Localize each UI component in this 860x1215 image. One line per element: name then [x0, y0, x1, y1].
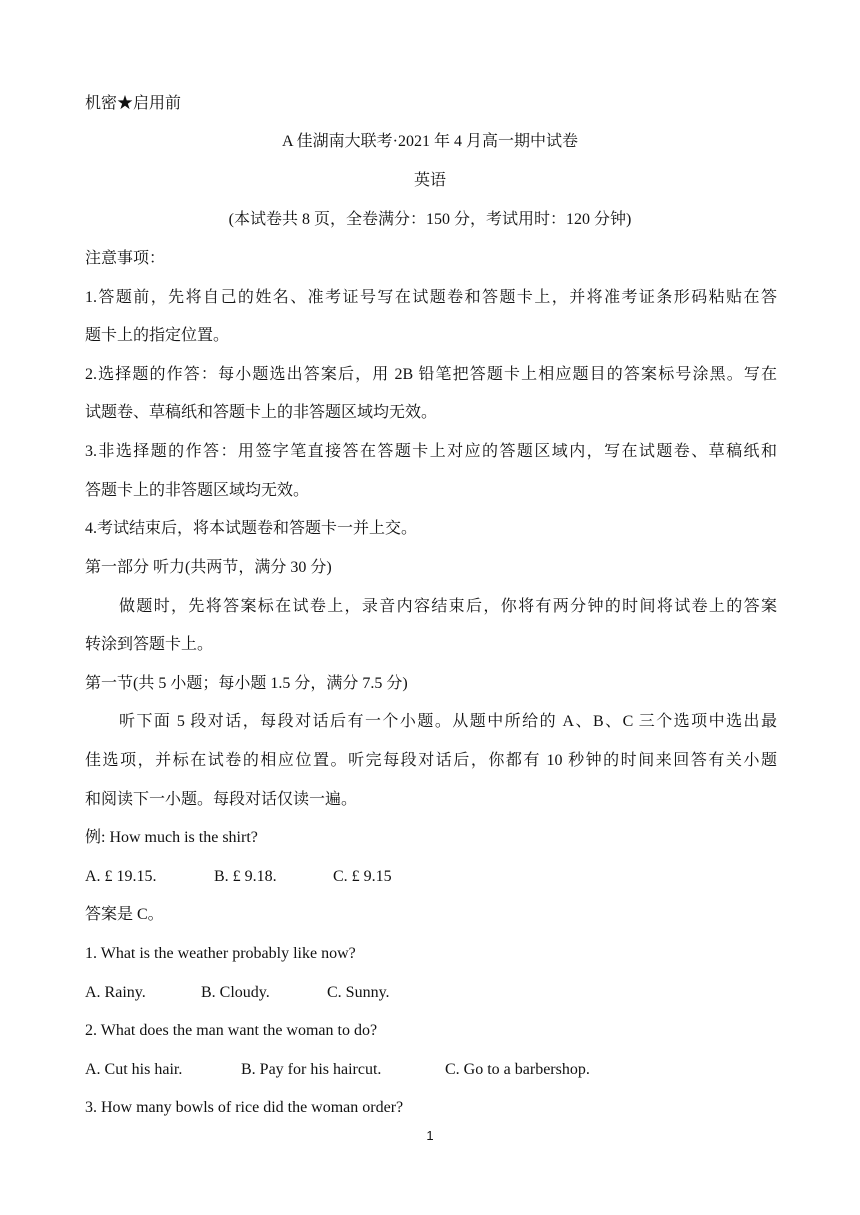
question-2-option-b: B. Pay for his haircut.	[241, 1061, 382, 1078]
question-3: 3. How many bowls of rice did the woman order?	[85, 1099, 404, 1116]
example-answer: 答案是 C。	[85, 906, 164, 923]
section1-heading: 第一节(共 5 小题；每小题 1.5 分，满分 7.5 分)	[85, 675, 408, 692]
question-1-option-a: A. Rainy.	[85, 984, 146, 1001]
question-1-option-c: C. Sunny.	[327, 984, 390, 1001]
exam-title: A 佳湖南大联考·2021 年 4 月高一期中试卷	[281, 133, 578, 150]
exam-info: (本试卷共 8 页，全卷满分：150 分，考试用时：120 分钟)	[228, 211, 632, 228]
section1-instruction-line-3: 和阅读下一小题。每段对话仅读一遍。	[85, 791, 358, 808]
part1-instruction-line-2: 转涂到答题卡上。	[85, 636, 214, 653]
question-2-options	[85, 1059, 777, 1081]
part1-heading: 第一部分 听力(共两节，满分 30 分)	[85, 559, 332, 576]
notice-item-2-line-1: 2.选择题的作答：每小题选出答案后，用 2B 铅笔把答题卡上相应题目的答案标号涂黑。写在	[85, 366, 777, 383]
example-option-a: A. £ 19.15.	[85, 868, 157, 885]
example-question: 例: How much is the shirt?	[85, 829, 258, 846]
notice-item-1-line-2: 题卡上的指定位置。	[85, 327, 230, 344]
notice-item-3-line-2: 答题卡上的非答题区域均无效。	[85, 482, 310, 499]
example-option-c: C. £ 9.15	[333, 868, 392, 885]
notice-item-2-line-2: 试题卷、草稿纸和答题卡上的非答题区域均无效。	[85, 404, 438, 421]
question-1-options	[85, 982, 777, 1004]
question-2-option-a: A. Cut his hair.	[85, 1061, 183, 1078]
question-2: 2. What does the man want the woman to do?	[85, 1022, 378, 1039]
confidential-label: 机密★启用前	[85, 95, 182, 112]
part1-instruction-line-1: 做题时，先将答案标在试卷上，录音内容结束后，你将有两分钟的时间将试卷上的答案	[119, 598, 777, 615]
subject-title: 英语	[413, 172, 446, 189]
example-options	[85, 866, 777, 888]
notice-item-3-line-1: 3.非选择题的作答：用签字笔直接答在答题卡上对应的答题区域内，写在试题卷、草稿纸和	[85, 443, 777, 460]
section1-instruction-line-1: 听下面 5 段对话，每段对话后有一个小题。从题中所给的 A、B、C 三个选项中选出最	[119, 713, 777, 730]
notice-item-4: 4.考试结束后，将本试题卷和答题卡一并上交。	[85, 520, 418, 537]
notice-item-1-line-1: 1.答题前，先将自己的姓名、准考证号写在试题卷和答题卡上，并将准考证条形码粘贴在答	[85, 289, 777, 306]
notice-heading: 注意事项：	[85, 250, 166, 267]
question-2-option-c: C. Go to a barbershop.	[445, 1061, 590, 1078]
section1-instruction-line-2: 佳选项，并标在试卷的相应位置。听完每段对话后，你都有 10 秒钟的时间来回答有关小题	[85, 752, 777, 769]
question-1-option-b: B. Cloudy.	[201, 984, 270, 1001]
page-number: 1	[426, 1128, 434, 1143]
example-option-b: B. £ 9.18.	[214, 868, 277, 885]
question-1: 1. What is the weather probably like now?	[85, 945, 356, 962]
